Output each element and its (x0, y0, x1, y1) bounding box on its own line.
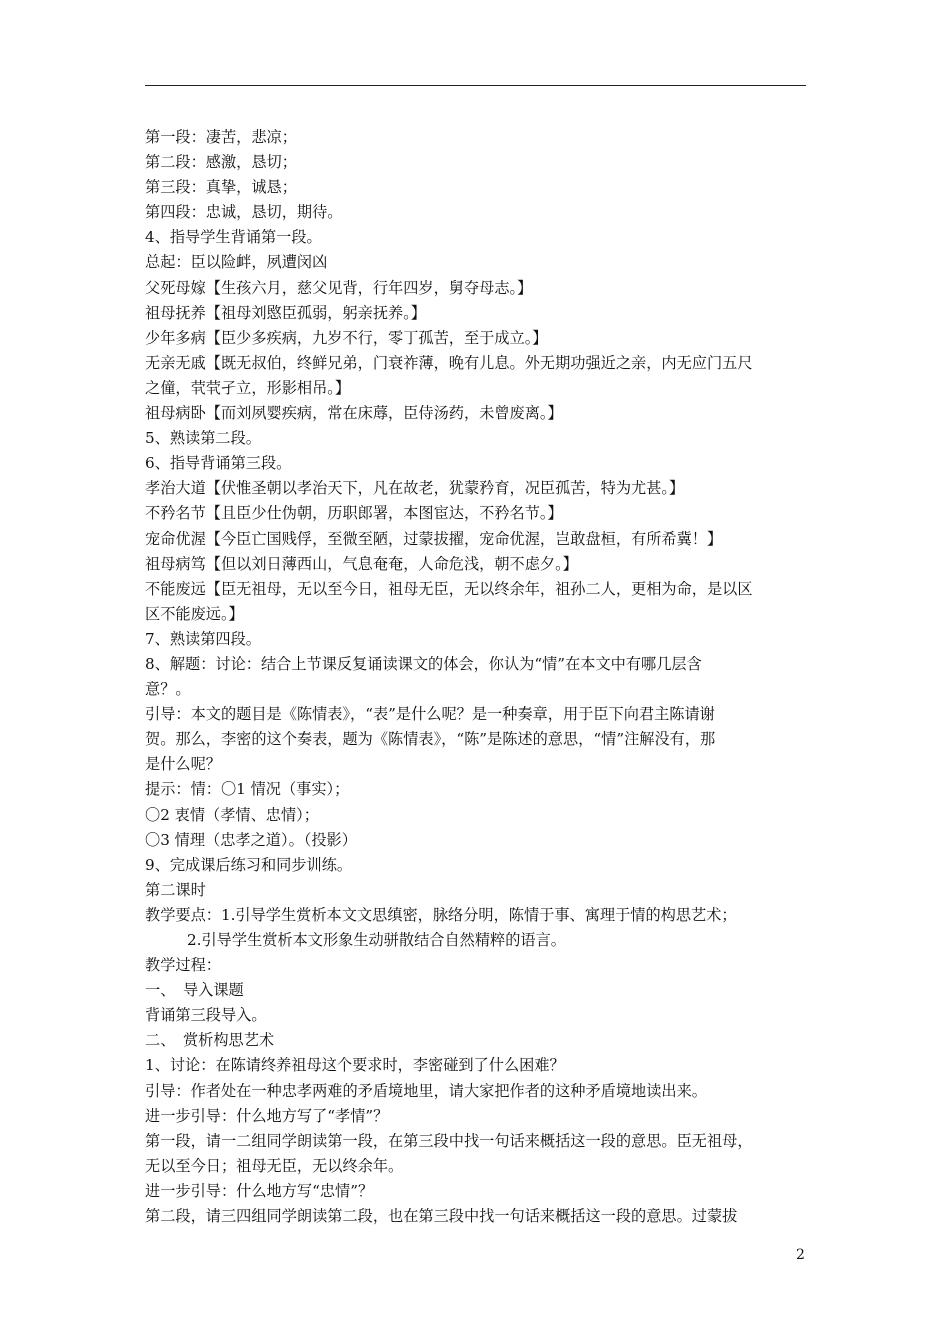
text-line: 2.引导学生赏析本文形象生动骈散结合自然精粹的语言。 (187, 931, 566, 949)
text-line: 教学过程： (145, 956, 221, 975)
text-line: 区不能废远。】 (145, 604, 244, 623)
text-line: 不矜名节【且臣少仕伪朝，历职郎署，本图宦达，不矜名节。】 (145, 504, 563, 523)
text-line: 提示：情：〇1 情况（事实）； (145, 780, 350, 799)
text-line: 教学要点：1.引导学生赏析本文文思缜密，脉络分明，陈情于事、寓理于情的构思艺术； (145, 905, 737, 924)
text-line: 〇3 情理（忠孝之道）。（投影） (145, 830, 357, 849)
header-rule (145, 85, 806, 86)
text-line: 1、讨论：在陈请终养祖母这个要求时，李密碰到了什么困难？ (145, 1056, 565, 1075)
text-line: 背诵第三段导入。 (145, 1006, 267, 1025)
text-line: 进一步引导：什么地方写了“孝情”？ (145, 1106, 389, 1125)
text-line: 父死母嫁【生孩六月，慈父见背，行年四岁，舅夺母志。】 (145, 278, 533, 297)
text-line: 二、 赏析构思艺术 (145, 1031, 275, 1050)
text-line: 贺。那么，李密的这个奏表，题为《陈情表》，“陈”是陈述的意思，“情”注解没有，那 (145, 730, 716, 749)
text-line: 7、熟读第四段。 (145, 629, 261, 648)
document-body (145, 125, 800, 1229)
text-line: 第二课时 (145, 880, 206, 899)
text-line: 之僮，茕茕孑立，形影相吊。】 (145, 378, 351, 397)
text-line: 不能废远【臣无祖母，无以至今日，祖母无臣，无以终余年，祖孙二人，更相为命，是以区 (145, 579, 753, 598)
text-line: 少年多病【臣少多疾病，九岁不行，零丁孤苦，至于成立。】 (145, 328, 548, 347)
text-line: 第三段：真挚，诚恳； (145, 178, 297, 197)
text-line: 5、熟读第二段。 (145, 429, 261, 448)
text-line: 引导：本文的题目是《陈情表》，“表”是什么呢？是一种奏章，用于臣下向君主陈请谢 (145, 705, 715, 724)
text-line: 祖母病笃【但以刘日薄西山，气息奄奄，人命危浅，朝不虑夕。】 (145, 554, 578, 573)
text-line: 进一步引导：什么地方写“忠情”？ (145, 1181, 374, 1200)
text-line: 第二段：感激，恳切； (145, 153, 297, 172)
text-line: 〇2 衷情（孝情、忠情）； (145, 805, 319, 824)
text-line: 总起：臣以险衅，夙遭闵凶 (145, 253, 328, 272)
text-line: 祖母抚养【祖母刘愍臣孤弱，躬亲抚养。】 (145, 303, 426, 322)
text-line: 9、完成课后练习和同步训练。 (145, 855, 353, 874)
text-line: 孝治大道【伏惟圣朝以孝治天下，凡在故老，犹蒙矜育，况臣孤苦，特为尤甚。】 (145, 479, 685, 498)
text-line: 4、指导学生背诵第一段。 (145, 228, 322, 247)
text-line: 无亲无戚【既无叔伯，终鲜兄弟，门衰祚薄，晚有儿息。外无期功强近之亲，内无应门五尺 (145, 353, 753, 372)
text-line: 引导：作者处在一种忠孝两难的矛盾境地里，请大家把作者的这种矛盾境地读出来。 (145, 1081, 707, 1100)
text-line: 8、解题：讨论：结合上节课反复诵读课文的体会，你认为“情”在本文中有哪几层含 (145, 654, 702, 673)
text-line: 6、指导背诵第三段。 (145, 454, 292, 473)
text-line: 是什么呢？ (145, 755, 221, 774)
text-line: 无以至今日；祖母无臣，无以终余年。 (145, 1156, 404, 1175)
text-line: 第二段，请三四组同学朗读第二段，也在第三段中找一句话来概括这一段的意思。过蒙拔 (145, 1207, 738, 1226)
text-line: 祖母病卧【而刘夙婴疾病，常在床蓐，臣侍汤药，未曾废离。】 (145, 404, 563, 423)
text-line: 宠命优渥【今臣亡国贱俘，至微至陋，过蒙拔擢，宠命优渥，岂敢盘桓，有所希冀！】 (145, 529, 723, 548)
text-line: 第一段：凄苦，悲凉； (145, 128, 297, 146)
page-number: 2 (796, 1247, 805, 1263)
text-line: 一、 导入课题 (145, 981, 244, 1000)
text-line: 第四段：忠诚，恳切，期待。 (145, 203, 343, 222)
text-line: 第一段，请一二组同学朗读第一段，在第三段中找一句话来概括这一段的意思。臣无祖母， (145, 1131, 753, 1150)
text-line: 意？。 (145, 680, 191, 699)
